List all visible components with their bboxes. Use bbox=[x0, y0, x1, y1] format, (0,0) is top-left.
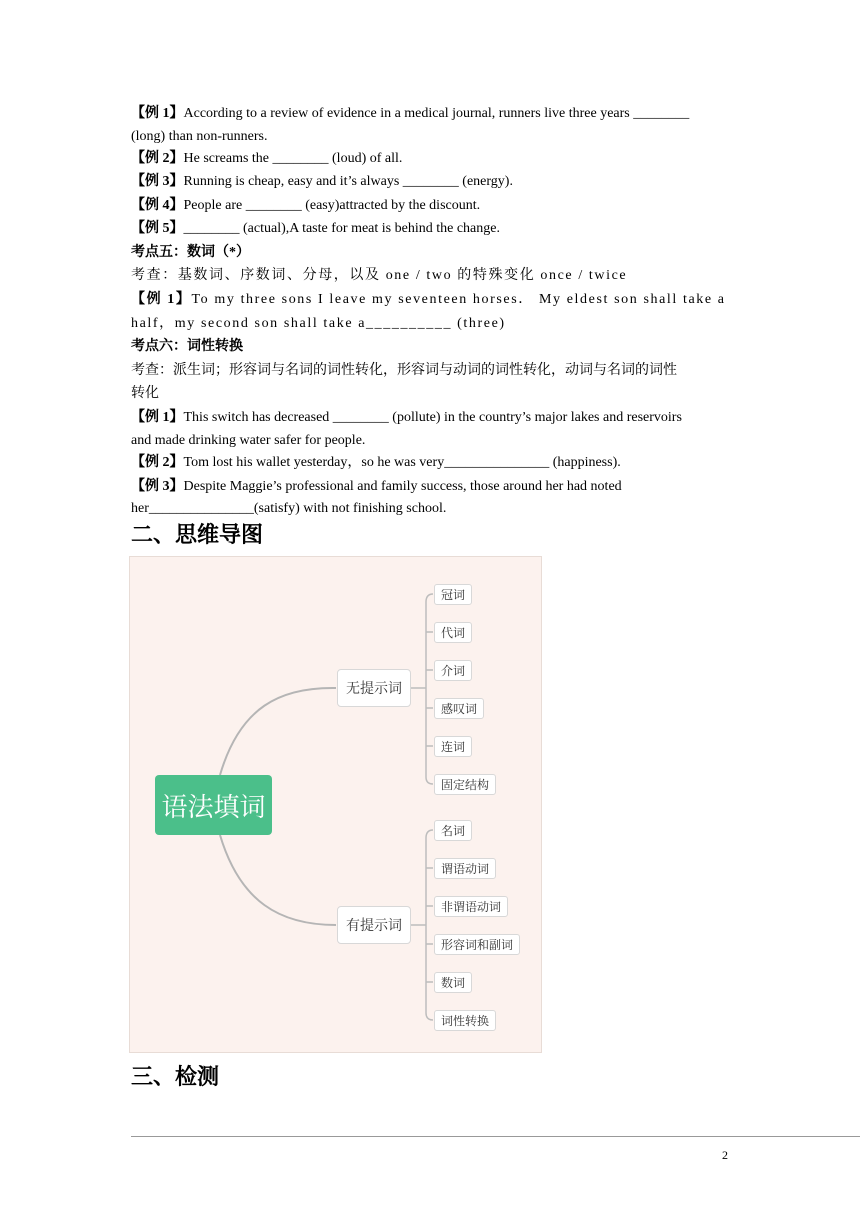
section-title-test: 三、检测 bbox=[131, 1065, 220, 1090]
example-line: 【例 2】He screams the ________ (loud) of all. bbox=[131, 151, 403, 166]
leaf-node: 代词 bbox=[434, 622, 472, 643]
example-line: 【例 3】Despite Maggie’s professional and family success, those around her had noted bbox=[131, 479, 622, 494]
example-line: 【例 1】To my three sons I leave my seventeen horses． My eldest son shall take a bbox=[131, 292, 726, 307]
example-line: 【例 5】________ (actual),A taste for meat is behind the change. bbox=[131, 221, 500, 236]
leaf-node: 介词 bbox=[434, 660, 472, 681]
example-line: (long) than non-runners. bbox=[131, 129, 268, 144]
example-line: 【例 1】According to a review of evidence in a medical journal, runners live three years ________ bbox=[131, 106, 690, 121]
leaf-node: 谓语动词 bbox=[434, 858, 496, 879]
section-title-mindmap: 二、思维导图 bbox=[131, 523, 264, 548]
example-line: 【例 1】This switch has decreased ________ (pollute) in the country’s major lakes and reservoirs bbox=[131, 410, 682, 425]
leaf-node: 冠词 bbox=[434, 584, 472, 605]
branch-no-hint: 无提示词 bbox=[337, 669, 411, 707]
leaf-node: 固定结构 bbox=[434, 774, 496, 795]
leaf-node: 连词 bbox=[434, 736, 472, 757]
example-line: and made drinking water safer for people. bbox=[131, 433, 366, 448]
leaf-node: 数词 bbox=[434, 972, 472, 993]
example-line: 【例 4】People are ________ (easy)attracted by the discount. bbox=[131, 198, 481, 213]
example-line: her_______________(satisfy) with not finishing school. bbox=[131, 501, 447, 516]
footer-rule bbox=[131, 1136, 860, 1137]
leaf-node: 词性转换 bbox=[434, 1010, 496, 1031]
branch-with-hint: 有提示词 bbox=[337, 906, 411, 944]
example-line: half，my second son shall take a__________ (three) bbox=[131, 316, 506, 331]
example-line: 【例 3】Running is cheap, easy and it’s always ________ (energy). bbox=[131, 174, 513, 189]
topic-heading: 考点六：词性转换 bbox=[131, 339, 243, 354]
mind-map bbox=[129, 556, 542, 1053]
mind-map-root: 语法填词 bbox=[155, 775, 272, 835]
page-number: 2 bbox=[722, 1148, 728, 1162]
leaf-node: 名词 bbox=[434, 820, 472, 841]
topic-description: 考查：基数词、序数词、分母，以及 one / two 的特殊变化 once / twice bbox=[131, 268, 628, 283]
leaf-node: 感叹词 bbox=[434, 698, 484, 719]
topic-description: 考查：派生词；形容词与名词的词性转化，形容词与动词的词性转化，动词与名词的词性 bbox=[131, 363, 677, 378]
example-line: 【例 2】Tom lost his wallet yesterday，so he was very_______________ (happiness). bbox=[131, 455, 621, 470]
topic-description: 转化 bbox=[131, 386, 159, 401]
leaf-node: 非谓语动词 bbox=[434, 896, 508, 917]
topic-heading: 考点五：数词（*） bbox=[131, 245, 250, 260]
leaf-node: 形容词和副词 bbox=[434, 934, 520, 955]
